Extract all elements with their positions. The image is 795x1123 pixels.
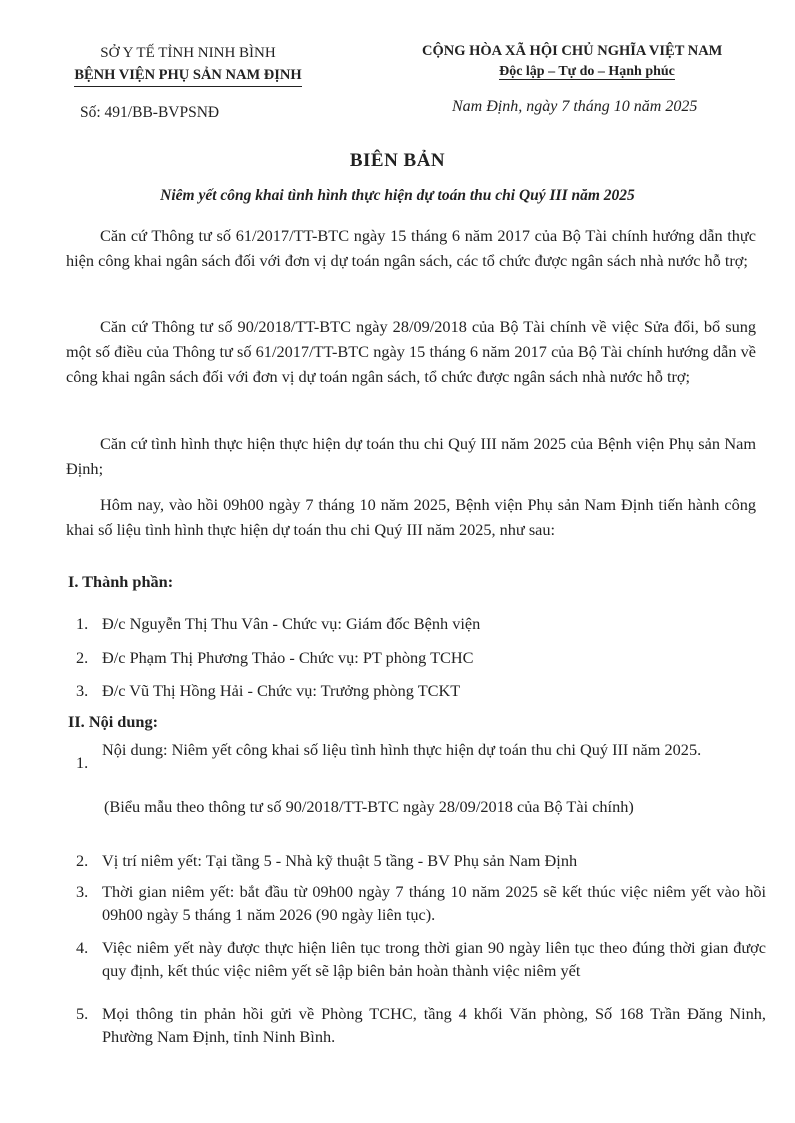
list-text: Đ/c Phạm Thị Phương Thảo - Chức vụ: PT phòng TCHC xyxy=(102,648,474,667)
list-number: 2. xyxy=(76,851,89,870)
list-item xyxy=(76,612,766,635)
paragraph: Hôm nay, vào hồi 09h00 ngày 7 tháng 10 năm 2025, Bệnh viện Phụ sản Nam Định tiến hành công khai số liệu tình hình thực hiện dự toán thu chi Quý III năm 2025, như sau: xyxy=(66,495,756,539)
list-number: 3. xyxy=(76,681,89,700)
list-item xyxy=(76,936,766,982)
paragraph: Căn cứ tình hình thực hiện thực hiện dự toán thu chi Quý III năm 2025 của Bệnh viện Phụ sản Nam Định; xyxy=(66,434,756,478)
list-number: 1. xyxy=(76,753,89,772)
motto: Độc lập – Tự do – Hạnh phúc xyxy=(499,64,675,79)
motto-wrap xyxy=(422,62,752,82)
document-title: BIÊN BẢN xyxy=(349,150,446,171)
list-number: 3. xyxy=(76,882,89,901)
list-item xyxy=(76,679,766,702)
org-name: BỆNH VIỆN PHỤ SẢN NAM ĐỊNH xyxy=(74,64,301,87)
list-text: Đ/c Vũ Thị Hồng Hải - Chức vụ: Trưởng phòng TCKT xyxy=(102,681,461,700)
org-parent: SỞ Y TẾ TỈNH NINH BÌNH xyxy=(100,45,276,61)
section-heading-content: II. Nội dung: xyxy=(68,712,159,731)
header-right xyxy=(422,40,752,82)
list-item xyxy=(76,738,766,772)
date-place: Nam Định, ngày 7 tháng 10 năm 2025 xyxy=(452,98,698,115)
section-heading-participants: I. Thành phần: xyxy=(68,572,174,591)
list-text: Mọi thông tin phản hồi gửi về Phòng TCHC, tầng 4 khối Văn phòng, Số 168 Trần Đăng Ninh, Phường Nam Định, tỉnh Ninh Bình. xyxy=(102,1004,766,1046)
list-text: Đ/c Nguyễn Thị Thu Vân - Chức vụ: Giám đốc Bệnh viện xyxy=(102,614,481,633)
list-text: Vị trí niêm yết: Tại tầng 5 - Nhà kỹ thuật 5 tầng - BV Phụ sản Nam Định xyxy=(102,851,578,870)
list-number: 1. xyxy=(76,614,89,633)
list-number: 2. xyxy=(76,648,89,667)
list-number: 4. xyxy=(76,938,89,957)
country-name: CỘNG HÒA XÃ HỘI CHỦ NGHĨA VIỆT NAM xyxy=(422,43,723,59)
doc-number: Số: 491/BB-BVPSNĐ xyxy=(80,104,220,121)
list-item xyxy=(76,646,766,669)
list-item xyxy=(76,880,766,926)
form-note: (Biểu mẫu theo thông tư số 90/2018/TT-BTC ngày 28/09/2018 của Bộ Tài chính) xyxy=(104,797,634,816)
list-text: Nội dung: Niêm yết công khai số liệu tình hình thực hiện dự toán thu chi Quý III năm 2025. xyxy=(102,740,702,759)
list-text: Việc niêm yết này được thực hiện liên tục trong thời gian 90 ngày liên tục theo đúng thời gian được quy định, kết thúc việc niêm yết sẽ lập biên bản hoàn thành việc niêm yết xyxy=(102,938,766,980)
paragraph: Căn cứ Thông tư số 61/2017/TT-BTC ngày 15 tháng 6 năm 2017 của Bộ Tài chính hướng dẫn thực hiện công khai ngân sách đối với đơn vị dự toán ngân sách, các tổ chức được ngân sách nhà nước hỗ trợ; xyxy=(66,226,756,270)
paragraph: Căn cứ Thông tư số 90/2018/TT-BTC ngày 28/09/2018 của Bộ Tài chính về việc Sửa đổi, bổ sung một số điều của Thông tư số 61/2017/TT-BTC ngày 15 tháng 6 năm 2017 của Bộ Tài chính hướng dẫn về công khai ngân sách đối với đơn vị dự toán ngân sách, tổ chức được ngân sách nhà nước hỗ trợ; xyxy=(66,317,756,386)
header-left xyxy=(58,42,318,87)
list-text: Thời gian niêm yết: bắt đầu từ 09h00 ngày 7 tháng 10 năm 2025 sẽ kết thúc việc niêm yết vào hồi 09h00 ngày 5 tháng 1 năm 2026 (90 ngày liên tục). xyxy=(102,882,766,924)
list-item xyxy=(76,1002,766,1048)
document-subtitle: Niêm yết công khai tình hình thực hiện dự toán thu chi Quý III năm 2025 xyxy=(160,187,635,204)
list-item xyxy=(76,849,766,872)
list-number: 5. xyxy=(76,1004,89,1023)
